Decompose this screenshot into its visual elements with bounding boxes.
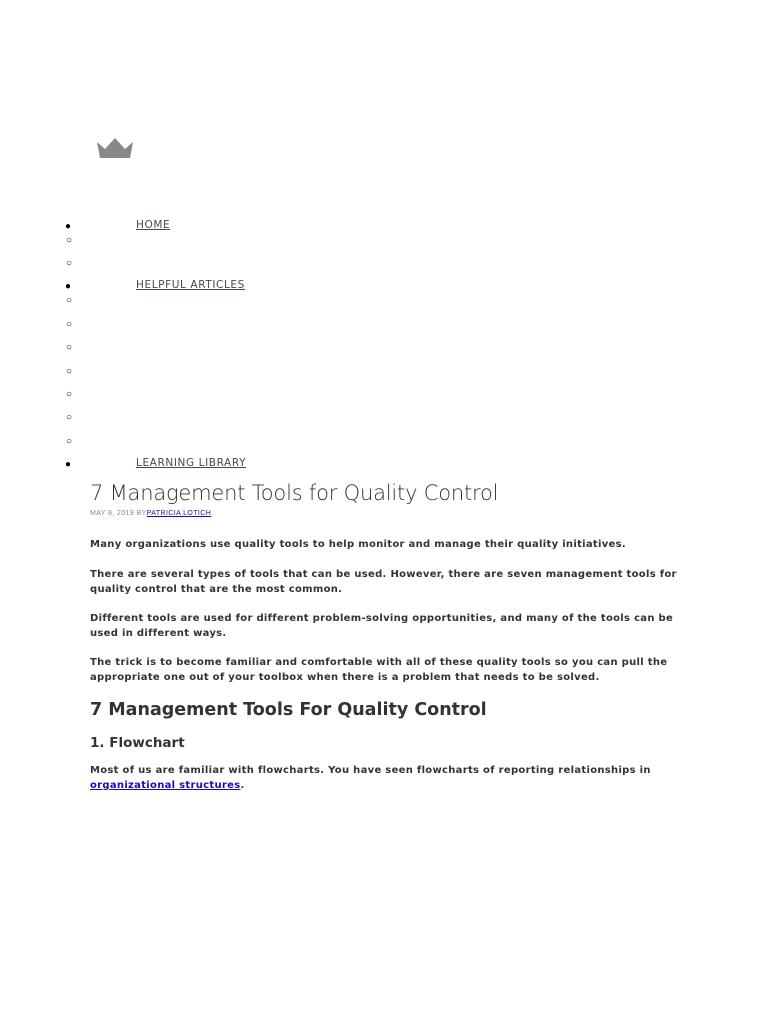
author-link[interactable]: PATRICIA LOTICH: [146, 510, 212, 517]
nav-bullet: ●: [65, 281, 72, 292]
submenu-bullet: ○: [66, 295, 73, 306]
submenu-bullet: ○: [66, 235, 73, 246]
nav-bullet: ●: [65, 459, 72, 470]
nav-item-learning-library[interactable]: LEARNING LIBRARY: [136, 457, 247, 469]
article-paragraph: There are several types of tools that can be used. However, there are seven management tools for quality control that are the most common.: [90, 569, 677, 595]
nav-bullet: ●: [65, 221, 72, 232]
submenu-bullet: ○: [66, 389, 73, 400]
submenu-bullet: ○: [66, 436, 73, 447]
nav-item-helpful-articles[interactable]: HELPFUL ARTICLES: [136, 279, 245, 291]
article-paragraph: The trick is to become familiar and comfortable with all of these quality tools so you can pull the appropriate one out of your toolbox when there is a problem that needs to be solved.: [90, 657, 668, 683]
article-paragraph: Different tools are used for different problem-solving opportunities, and many of the tools can be used in different ways.: [90, 613, 674, 639]
submenu-bullet: ○: [66, 366, 73, 377]
flowchart-text: Most of us are familiar with flowcharts. You have seen flowcharts of reporting relationships in: [90, 765, 651, 776]
flowchart-text-end: .: [240, 780, 245, 791]
main-nav: [0, 0, 768, 470]
article-meta: [90, 510, 211, 517]
submenu-bullet: ○: [66, 342, 73, 353]
article-paragraph: Many organizations use quality tools to help monitor and manage their quality initiatives.: [90, 539, 626, 550]
nav-item-home[interactable]: HOME: [136, 219, 171, 231]
subsection-heading: 1. Flowchart: [90, 735, 185, 751]
submenu-bullet: ○: [66, 319, 73, 330]
post-date: MAY 8, 2019 BY: [90, 510, 147, 517]
submenu-bullet: ○: [66, 258, 73, 269]
section-heading: 7 Management Tools For Quality Control: [90, 700, 487, 720]
article-title: 7 Management Tools for Quality Control: [90, 481, 499, 505]
submenu-bullet: ○: [66, 412, 73, 423]
organizational-structures-link[interactable]: organizational structures: [90, 780, 241, 791]
flowchart-paragraph: [90, 763, 680, 793]
